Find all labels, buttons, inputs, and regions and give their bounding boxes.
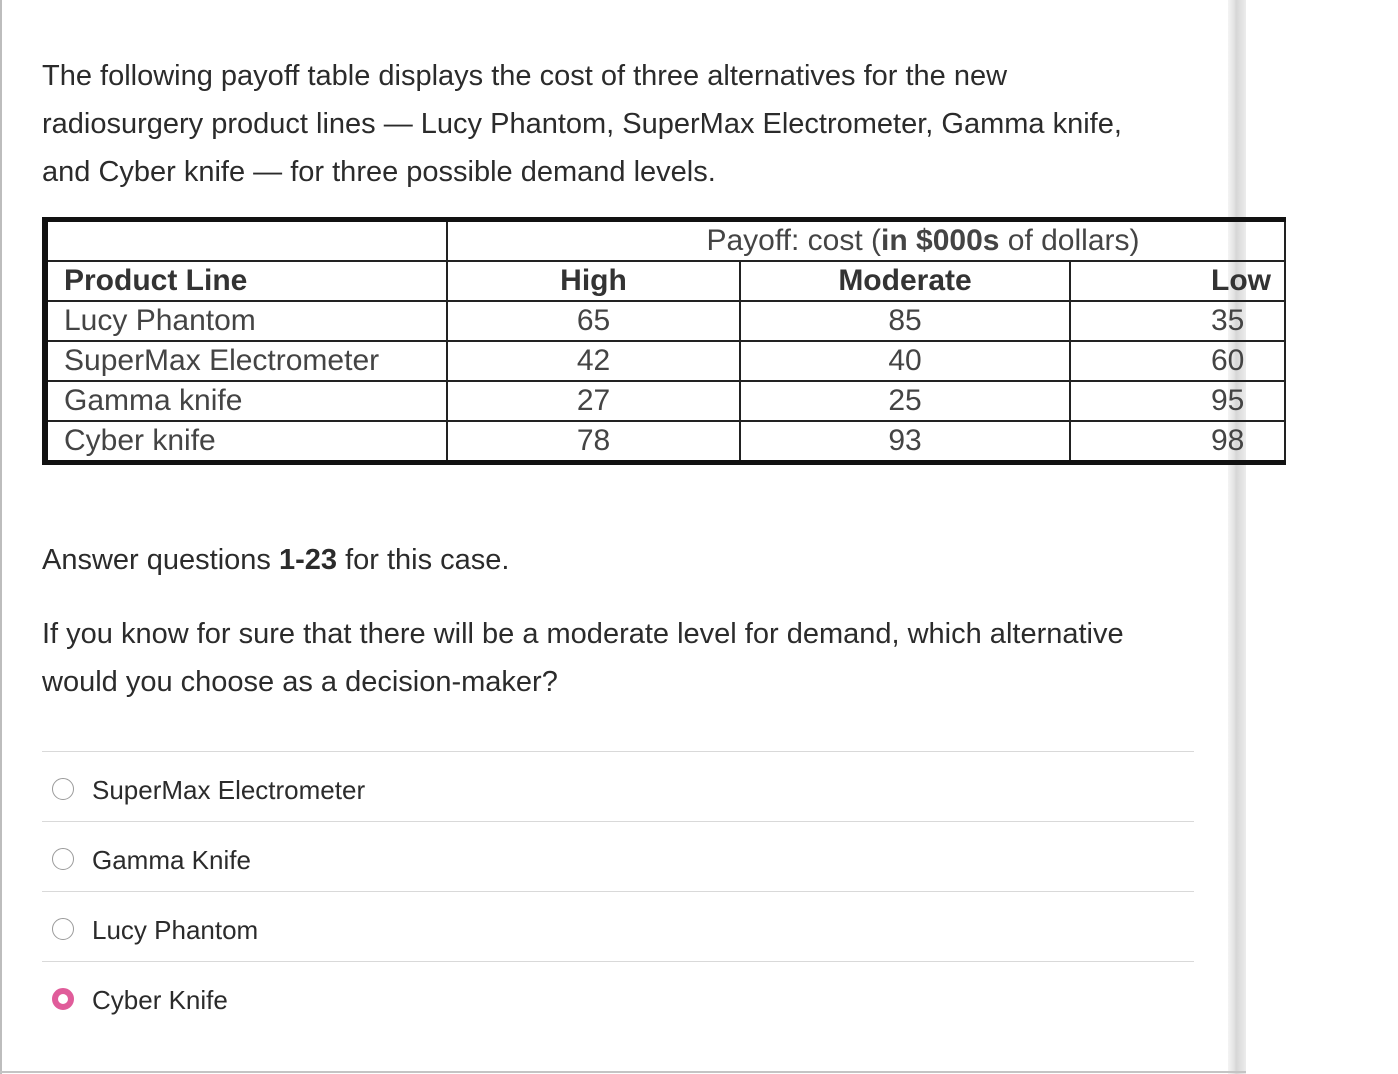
cell-moderate: 25 [740, 381, 1070, 421]
table-header-row [45, 261, 1285, 301]
cell-high: 27 [447, 381, 740, 421]
table-row [45, 381, 1285, 421]
cell-low: 98 [1070, 421, 1285, 463]
cell-low: 95 [1070, 381, 1285, 421]
row-product-name: Cyber knife [45, 421, 447, 463]
table-row [45, 421, 1285, 463]
cell-low: 60 [1070, 341, 1285, 381]
table-row [45, 341, 1285, 381]
table-row [45, 301, 1285, 341]
payoff-table [42, 217, 1286, 465]
cell-high: 65 [447, 301, 740, 341]
header-product-line: Product Line [45, 261, 447, 301]
header-low: Low [1070, 261, 1285, 301]
table-caption-empty-cell [45, 220, 447, 262]
option-label[interactable]: Gamma Knife [92, 845, 251, 875]
cell-moderate: 85 [740, 301, 1070, 341]
radio-button-selected[interactable] [52, 988, 74, 1010]
question-text: If you know for sure that there will be a moderate level for demand, which alternative would you choose as a decision-maker? [42, 618, 1124, 698]
answer-options [42, 751, 1194, 1031]
option-label[interactable]: SuperMax Electrometer [92, 775, 366, 805]
question-range: 1-23 [278, 544, 338, 576]
question-intro [42, 538, 1142, 582]
payoff-table-container [42, 217, 1271, 471]
row-product-name: Gamma knife [45, 381, 447, 421]
answer-option[interactable] [42, 961, 1194, 1031]
option-label[interactable]: Cyber Knife [92, 985, 228, 1015]
option-label[interactable]: Lucy Phantom [92, 915, 259, 945]
cell-high: 42 [447, 341, 740, 381]
row-product-name: Lucy Phantom [45, 301, 447, 341]
question-intro-before: Answer questions [42, 544, 279, 576]
caption-bold: in $000s [881, 224, 1000, 257]
caption-prefix: Payoff: cost ( [706, 224, 882, 257]
intro-paragraph [42, 52, 1142, 196]
row-product-name: SuperMax Electrometer [45, 341, 447, 381]
table-caption [448, 222, 1398, 260]
radio-button[interactable] [52, 778, 74, 800]
answer-option[interactable] [42, 751, 1194, 821]
frame-left-border [0, 0, 2, 1074]
frame-bottom-border [0, 1071, 1246, 1073]
table-caption-cell [447, 220, 1285, 262]
header-moderate: Moderate [740, 261, 1070, 301]
radio-button[interactable] [52, 918, 74, 940]
caption-suffix: of dollars) [999, 224, 1140, 257]
question-block [42, 538, 1142, 706]
cell-low: 35 [1070, 301, 1285, 341]
cell-high: 78 [447, 421, 740, 463]
answer-option[interactable] [42, 891, 1194, 961]
scrollbar-edge[interactable] [1228, 0, 1246, 1074]
table-caption-row [45, 220, 1285, 262]
cell-moderate: 93 [740, 421, 1070, 463]
header-high: High [447, 261, 740, 301]
radio-button[interactable] [52, 848, 74, 870]
intro-text: The following payoff table displays the cost of three alternatives for the new radiosurgery product lines — Lucy Phantom, SuperMax Electrometer, Gamma knife, and Cyber knife — for three possible demand levels. [42, 60, 1122, 188]
question-intro-after: for this case. [337, 544, 510, 576]
answer-option[interactable] [42, 821, 1194, 891]
cell-moderate: 40 [740, 341, 1070, 381]
